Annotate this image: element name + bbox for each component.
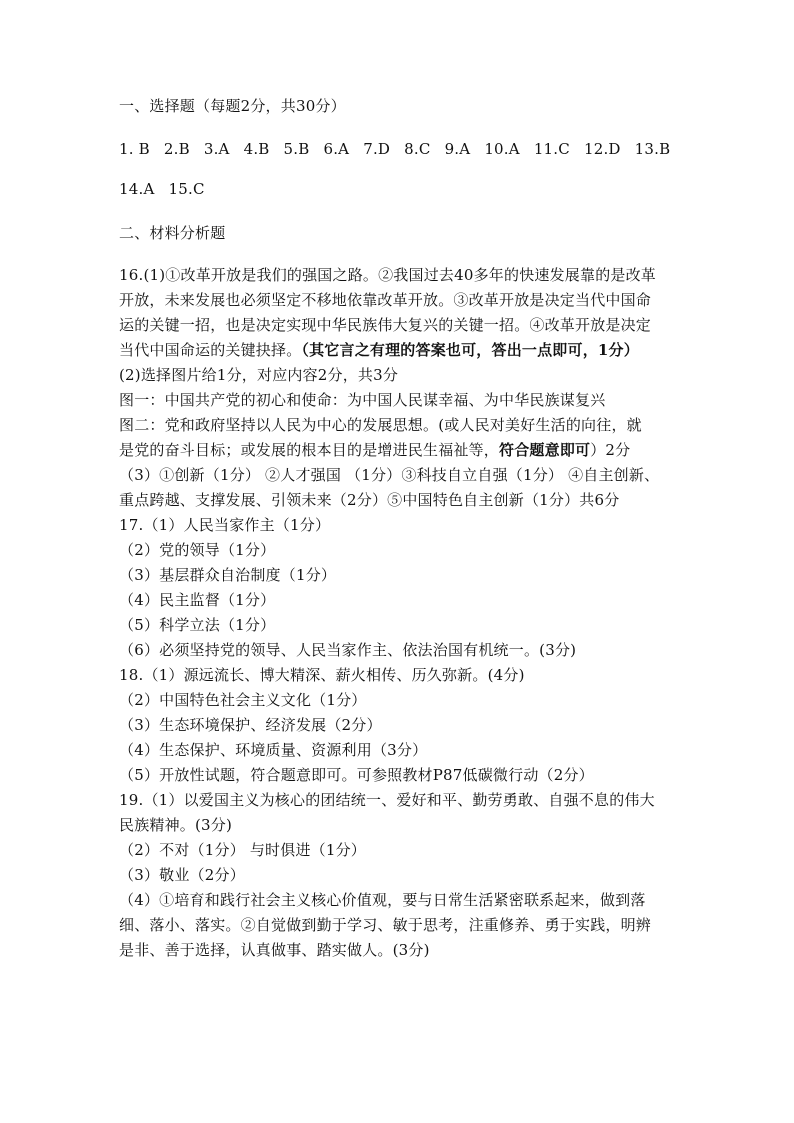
q18-line-3: （3）生态环境保护、经济发展（2分）: [119, 716, 382, 734]
section2-heading: 二、材料分析题: [119, 224, 226, 242]
q16-line-8-bold: 符合题意即可: [499, 441, 591, 459]
q19-line-2: 民族精神。(3分): [119, 816, 233, 834]
q19-line-3: （2）不对（1分） 与时俱进（1分）: [119, 841, 366, 859]
q16-line-9: （3）①创新（1分） ②人才强国 （1分）③科技自立自强（1分） ④自主创新、: [119, 466, 660, 484]
q16-line-8-text: 是党的奋斗目标；或发展的根本目的是增进民生福祉等，: [119, 441, 500, 459]
q16-line-3: 运的关键一招，也是决定实现中华民族伟大复兴的关键一招。④改革开放是决定: [119, 316, 652, 334]
answers-row-1: [119, 140, 684, 158]
q16-line-1: 16.(1)①改革开放是我们的强国之路。②我国过去40多年的快速发展靠的是改革: [119, 266, 656, 284]
answer-item: 5.B: [283, 140, 310, 158]
q17-line-2: （2）党的领导（1分）: [119, 541, 276, 559]
answer-item: 8.C: [404, 140, 431, 158]
answer-item: 11.C: [533, 140, 570, 158]
answer-item: 10.A: [484, 140, 520, 158]
q19-line-5: （4）①培育和践行社会主义核心价值观，要与日常生活紧密联系起来，做到落: [119, 891, 646, 909]
q19-line-1: 19.（1）以爱国主义为核心的团结统一、爱好和平、勤劳勇敢、自强不息的伟大: [119, 791, 655, 809]
q16-line-6: 图一：中国共产党的初心和使命：为中国人民谋幸福、为中华民族谋复兴: [119, 391, 606, 409]
q16-line-7: 图二：党和政府坚持以人民为中心的发展思想。(或人民对美好生活的向往，就: [119, 416, 642, 434]
answer-item: 2.B: [163, 140, 190, 158]
q18-line-1: 18.（1）源远流长、博大精深、薪火相传、历久弥新。(4分): [119, 666, 525, 684]
answer-item: 14.A: [119, 180, 155, 198]
answer-item: 1. B: [119, 140, 150, 158]
q17-line-6: （6）必须坚持党的领导、人民当家作主、依法治国有机统一。(3分): [119, 641, 577, 659]
q19-line-4: （3）敬业（2分）: [119, 866, 245, 884]
q17-line-1: 17.（1）人民当家作主（1分）: [119, 516, 331, 534]
answer-item: 9.A: [444, 140, 471, 158]
answer-item: 12.D: [583, 140, 621, 158]
answers-row-2: [119, 180, 219, 198]
q18-line-2: （2）中国特色社会主义文化（1分）: [119, 691, 367, 709]
q16-line-10: 重点跨越、支撑发展、引领未来（2分）⑤中国特色自主创新（1分）共6分: [119, 491, 620, 509]
q18-line-4: （4）生态保护、环境质量、资源利用（3分）: [119, 741, 428, 759]
q16-line-4: [119, 339, 639, 360]
q16-line-8-score: ）2分: [590, 441, 631, 459]
q16-line-8: [119, 439, 630, 460]
answer-item: 4.B: [243, 140, 270, 158]
q17-line-3: （3）基层群众自治制度（1分）: [119, 566, 337, 584]
q19-line-7: 是非、善于选择，认真做事、踏实做人。(3分): [119, 941, 430, 959]
answer-item: 13.B: [634, 140, 671, 158]
answer-item: 15.C: [168, 180, 205, 198]
q19-line-6: 细、落小、落实。②自觉做到勤于学习、敏于思考，注重修养、勇于实践，明辨: [119, 916, 652, 934]
q16-line-5: (2)选择图片给1分，对应内容2分，共3分: [119, 366, 399, 384]
q17-line-5: （5）科学立法（1分）: [119, 616, 276, 634]
q16-line-2: 开放，未来发展也必须坚定不移地依靠改革开放。③改革开放是决定当代中国命: [119, 291, 652, 309]
answer-item: 6.A: [323, 140, 350, 158]
q16-line-4-text: 当代中国命运的关键抉择。: [119, 341, 302, 359]
answer-item: 3.A: [203, 140, 230, 158]
q16-line-4-note: （其它言之有理的答案也可，答出一点即可，1分）: [301, 341, 639, 359]
section1-heading: 一、选择题（每题2分，共30分）: [119, 97, 346, 115]
q18-line-5: （5）开放性试题，符合题意即可。可参照教材P87低碳微行动（2分）: [119, 766, 594, 784]
answer-item: 7.D: [363, 140, 391, 158]
q17-line-4: （4）民主监督（1分）: [119, 591, 276, 609]
